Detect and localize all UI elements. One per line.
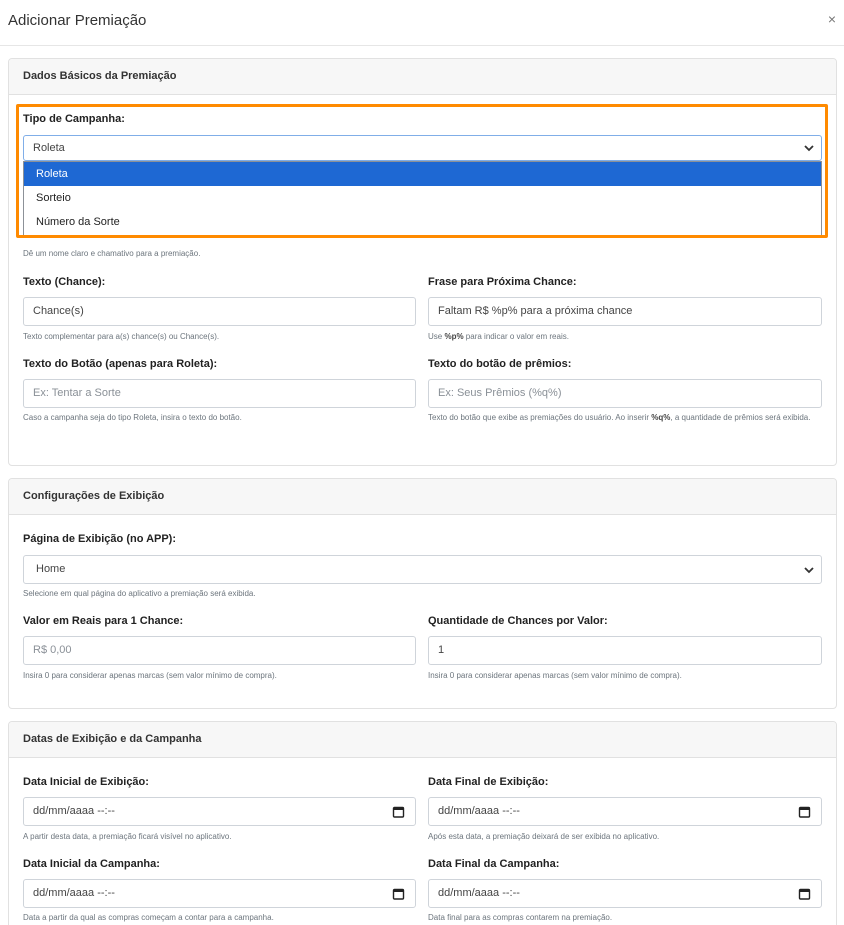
chevron-down-icon <box>803 564 815 576</box>
next-phrase-help: Use %p% para indicar o valor em reais. <box>428 332 569 341</box>
chance-text-label: Texto (Chance): <box>23 276 106 288</box>
chances-qty-label: Quantidade de Chances por Valor: <box>428 615 608 627</box>
prize-button-input[interactable]: Ex: Seus Prêmios (%q%) <box>428 379 822 408</box>
page-select[interactable] <box>23 555 822 584</box>
calendar-icon[interactable] <box>392 887 405 900</box>
display-start-placeholder: dd/mm/aaaa --:-- <box>33 805 115 817</box>
campaign-start-label: Data Inicial da Campanha: <box>23 858 160 870</box>
page-value: Home <box>36 563 66 575</box>
display-end-input[interactable] <box>428 797 822 826</box>
option-roleta[interactable]: Roleta <box>24 162 821 186</box>
value-reais-label: Valor em Reais para 1 Chance: <box>23 615 184 627</box>
modal-header <box>0 0 844 46</box>
chance-text-input[interactable]: Chance(s) <box>23 297 416 326</box>
button-text-input[interactable]: Ex: Tentar a Sorte <box>23 379 416 408</box>
campaign-end-input[interactable] <box>428 879 822 908</box>
prize-button-label: Texto do botão de prêmios: <box>428 358 572 370</box>
chevron-down-icon <box>803 142 815 154</box>
display-end-help: Após esta data, a premiação deixará de ser exibida no aplicativo. <box>428 832 660 841</box>
calendar-icon[interactable] <box>798 887 811 900</box>
chances-qty-input[interactable]: 1 <box>428 636 822 665</box>
calendar-icon[interactable] <box>798 805 811 818</box>
chances-qty-help: Insira 0 para considerar apenas marcas (sem valor mínimo de compra). <box>428 671 682 680</box>
dates-header: Datas de Exibição e da Campanha <box>9 722 836 758</box>
campaign-type-label: Tipo de Campanha: <box>23 113 125 125</box>
name-help: Dê um nome claro e chamativo para a premiação. <box>23 249 201 258</box>
campaign-type-select[interactable] <box>23 135 822 161</box>
display-end-placeholder: dd/mm/aaaa --:-- <box>438 805 520 817</box>
campaign-end-label: Data Final da Campanha: <box>428 858 560 870</box>
page-help: Selecione em qual página do aplicativo a premiação será exibida. <box>23 589 256 598</box>
modal-title: Adicionar Premiação <box>8 12 147 29</box>
campaign-start-help: Data a partir da qual as compras começam a contar para a campanha. <box>23 913 274 922</box>
close-icon[interactable]: × <box>827 11 836 27</box>
display-start-help: A partir desta data, a premiação ficará visível no aplicativo. <box>23 832 232 841</box>
display-config-header: Configurações de Exibição <box>9 479 836 515</box>
button-text-help: Caso a campanha seja do tipo Roleta, insira o texto do botão. <box>23 413 242 422</box>
value-reais-input[interactable]: R$ 0,00 <box>23 636 416 665</box>
next-phrase-input[interactable]: Faltam R$ %p% para a próxima chance <box>428 297 822 326</box>
display-start-label: Data Inicial de Exibição: <box>23 776 149 788</box>
campaign-start-input[interactable] <box>23 879 416 908</box>
campaign-type-dropdown <box>23 161 822 236</box>
campaign-start-placeholder: dd/mm/aaaa --:-- <box>33 887 115 899</box>
option-sorteio[interactable]: Sorteio <box>36 192 71 204</box>
campaign-type-value: Roleta <box>33 142 65 154</box>
page-label: Página de Exibição (no APP): <box>23 533 177 545</box>
calendar-icon[interactable] <box>392 805 405 818</box>
display-end-label: Data Final de Exibição: <box>428 776 549 788</box>
prize-button-help: Texto do botão que exibe as premiações do usuário. Ao inserir %q%, a quantidade de prêmios será exibida. <box>428 413 811 422</box>
button-text-label: Texto do Botão (apenas para Roleta): <box>23 358 218 370</box>
display-start-input[interactable] <box>23 797 416 826</box>
campaign-end-placeholder: dd/mm/aaaa --:-- <box>438 887 520 899</box>
basic-data-header: Dados Básicos da Premiação <box>9 59 836 95</box>
next-phrase-label: Frase para Próxima Chance: <box>428 276 577 288</box>
campaign-end-help: Data final para as compras contarem na premiação. <box>428 913 613 922</box>
chance-text-help: Texto complementar para a(s) chance(s) ou Chance(s). <box>23 332 220 341</box>
option-numero-da-sorte[interactable]: Número da Sorte <box>36 216 120 228</box>
value-reais-help: Insira 0 para considerar apenas marcas (sem valor mínimo de compra). <box>23 671 277 680</box>
